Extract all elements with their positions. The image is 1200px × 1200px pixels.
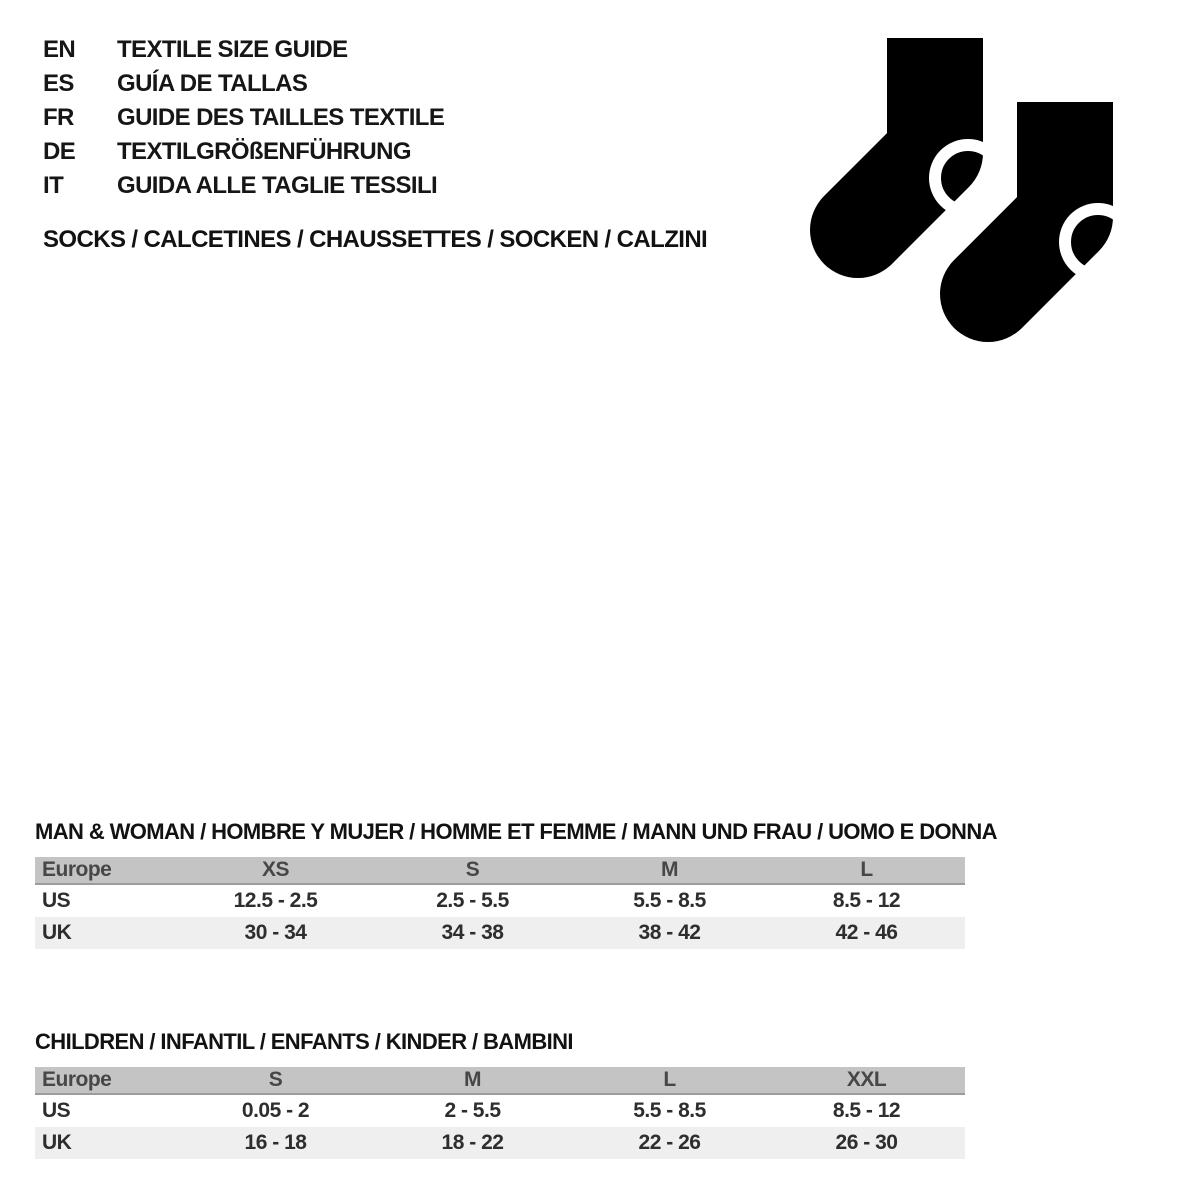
lang-row-es — [43, 67, 444, 101]
size-cell: 2.5 - 5.5 — [436, 889, 509, 912]
lang-title: GUIDE DES TAILLES TEXTILE — [117, 104, 445, 131]
col-header-region: Europe — [42, 1068, 112, 1091]
language-title-list — [43, 33, 444, 203]
size-cell: 22 - 26 — [638, 1131, 701, 1154]
lang-row-fr — [43, 101, 444, 135]
table-title: MAN & WOMAN / HOMBRE Y MUJER / HOMME ET FEMME / MANN UND FRAU / UOMO E DONNA — [35, 819, 997, 844]
lang-row-en — [43, 33, 444, 67]
lang-row-it — [43, 169, 444, 203]
col-header-size: S — [268, 1068, 283, 1091]
lang-code: FR — [43, 104, 74, 131]
col-header-region: Europe — [42, 858, 112, 881]
table-row-us — [35, 1095, 965, 1127]
socks-icon — [810, 25, 1120, 355]
col-header-size: M — [661, 858, 678, 881]
size-cell: 34 - 38 — [441, 921, 504, 944]
size-cell: 16 - 18 — [244, 1131, 307, 1154]
table-title: CHILDREN / INFANTIL / ENFANTS / KINDER / BAMBINI — [35, 1029, 573, 1054]
socks-icon-svg — [810, 25, 1120, 355]
lang-title: TEXTILGRÖßENFÜHRUNG — [117, 138, 411, 165]
size-cell: 8.5 - 12 — [832, 889, 901, 912]
col-header-size: M — [464, 1068, 481, 1091]
size-cell: 5.5 - 8.5 — [633, 1099, 706, 1122]
man-woman-table — [35, 857, 965, 949]
table-row-uk — [35, 917, 965, 949]
lang-title: TEXTILE SIZE GUIDE — [117, 36, 348, 63]
size-cell: 12.5 - 2.5 — [233, 889, 318, 912]
size-cell: 18 - 22 — [441, 1131, 504, 1154]
table-row-us — [35, 885, 965, 917]
table-row-uk — [35, 1127, 965, 1159]
lang-title: GUÍA DE TALLAS — [117, 70, 308, 97]
size-cell: 0.05 - 2 — [241, 1099, 310, 1122]
col-header-size: XS — [261, 858, 289, 881]
lang-code: IT — [43, 172, 64, 199]
size-cell: 5.5 - 8.5 — [633, 889, 706, 912]
children-table — [35, 1067, 965, 1159]
lang-row-de — [43, 135, 444, 169]
size-cell: 2 - 5.5 — [444, 1099, 501, 1122]
children-section — [35, 1030, 965, 1159]
category-line: SOCKS / CALCETINES / CHAUSSETTES / SOCKEN / CALZINI — [43, 226, 708, 253]
size-cell: 38 - 42 — [638, 921, 701, 944]
table-header-row — [35, 857, 965, 885]
row-label: UK — [42, 921, 72, 944]
row-label: US — [42, 1099, 71, 1122]
lang-title: GUIDA ALLE TAGLIE TESSILI — [117, 172, 438, 199]
col-header-size: L — [663, 1068, 676, 1091]
table-header-row — [35, 1067, 965, 1095]
size-cell: 26 - 30 — [835, 1131, 898, 1154]
lang-code: DE — [43, 138, 76, 165]
size-cell: 42 - 46 — [835, 921, 898, 944]
lang-code: ES — [43, 70, 74, 97]
col-header-size: S — [465, 858, 480, 881]
col-header-size: L — [860, 858, 873, 881]
lang-code: EN — [43, 36, 76, 63]
row-label: US — [42, 889, 71, 912]
man-woman-section — [35, 819, 997, 949]
row-label: UK — [42, 1131, 72, 1154]
col-header-size: XXL — [846, 1068, 887, 1091]
size-cell: 30 - 34 — [244, 921, 307, 944]
size-cell: 8.5 - 12 — [832, 1099, 901, 1122]
